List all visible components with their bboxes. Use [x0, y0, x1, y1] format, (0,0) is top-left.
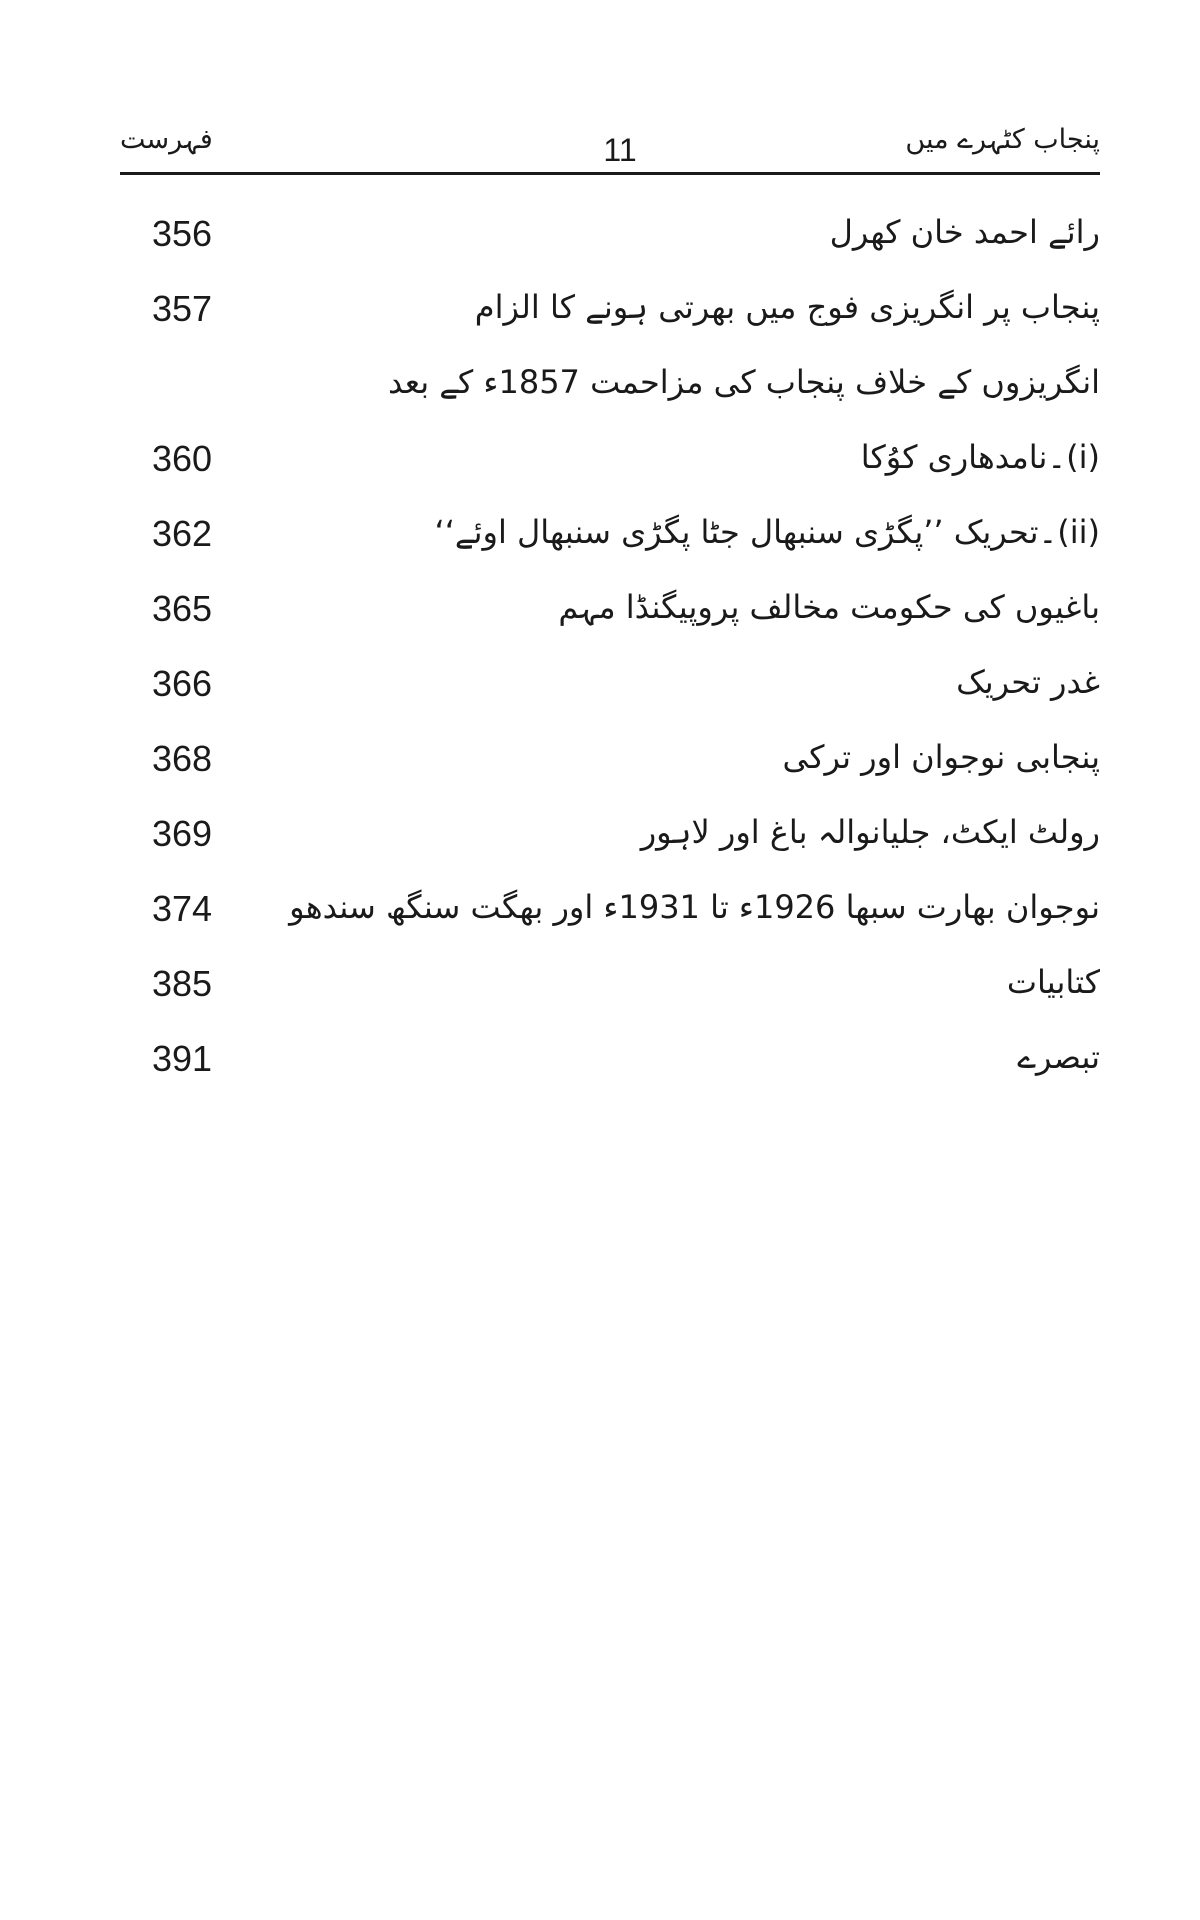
toc-entry-page: 365	[152, 588, 213, 629]
toc-entry-title: (ii)۔تحریک ’’پگڑی سنبھال جٹا پگڑی سنبھال اوئے‘‘	[434, 513, 1100, 551]
toc-entry-page: 374	[152, 888, 213, 929]
toc-entry-title: رائے احمد خان کھرل	[829, 213, 1100, 251]
toc-entry	[120, 575, 1100, 650]
toc-entry	[120, 425, 1100, 500]
toc-entry	[120, 800, 1100, 875]
toc-entry-page: 369	[152, 813, 213, 854]
toc-entry-title: انگریزوں کے خلاف پنجاب کی مزاحمت 1857ء کے بعد	[387, 363, 1100, 401]
toc-entry-page: 368	[152, 738, 213, 779]
toc-entry-page: 360	[152, 438, 213, 479]
toc-entry	[120, 1025, 1100, 1100]
toc-entry	[120, 875, 1100, 950]
toc-entry-title: نوجوان بھارت سبھا 1926ء تا 1931ء اور بھگت سنگھ سندھو	[289, 888, 1100, 926]
toc-entry	[120, 950, 1100, 1025]
toc-entry-title: تبصرے	[1017, 1038, 1100, 1076]
toc-entry	[120, 275, 1100, 350]
toc-entry-title: رولٹ ایکٹ، جلیانوالہ باغ اور لاہور	[640, 813, 1100, 851]
toc-entry-page: 391	[152, 1038, 213, 1079]
toc-entry	[120, 200, 1100, 275]
toc-entry-title: پنجاب پر انگریزی فوج میں بھرتی ہونے کا الزام	[474, 288, 1100, 326]
toc-entry-page: 385	[152, 963, 213, 1004]
toc-entry-title: (i)۔نامدھاری کوُکا	[860, 438, 1100, 476]
toc-entry	[120, 500, 1100, 575]
toc-entry-title: کتابیات	[1006, 963, 1100, 1001]
toc-entry-title: غدر تحریک	[956, 663, 1100, 701]
toc-entry-page: 366	[152, 663, 213, 704]
table-of-contents	[120, 200, 1100, 1100]
page-number: 11	[603, 132, 637, 168]
toc-entry-title: باغیوں کی حکومت مخالف پروپیگنڈا مہم	[558, 588, 1100, 626]
toc-entry-page: 362	[152, 513, 213, 554]
section-title: فہرست	[120, 124, 213, 155]
toc-entry	[120, 725, 1100, 800]
header-divider	[120, 172, 1100, 175]
toc-entry	[120, 350, 1100, 425]
book-title: پنجاب کٹہرے میں	[905, 124, 1100, 155]
running-header	[120, 120, 1100, 176]
toc-entry-page: 357	[152, 288, 213, 329]
toc-entry-title: پنجابی نوجوان اور ترکی	[782, 738, 1100, 776]
toc-entry	[120, 650, 1100, 725]
toc-entry-page: 356	[152, 213, 213, 254]
